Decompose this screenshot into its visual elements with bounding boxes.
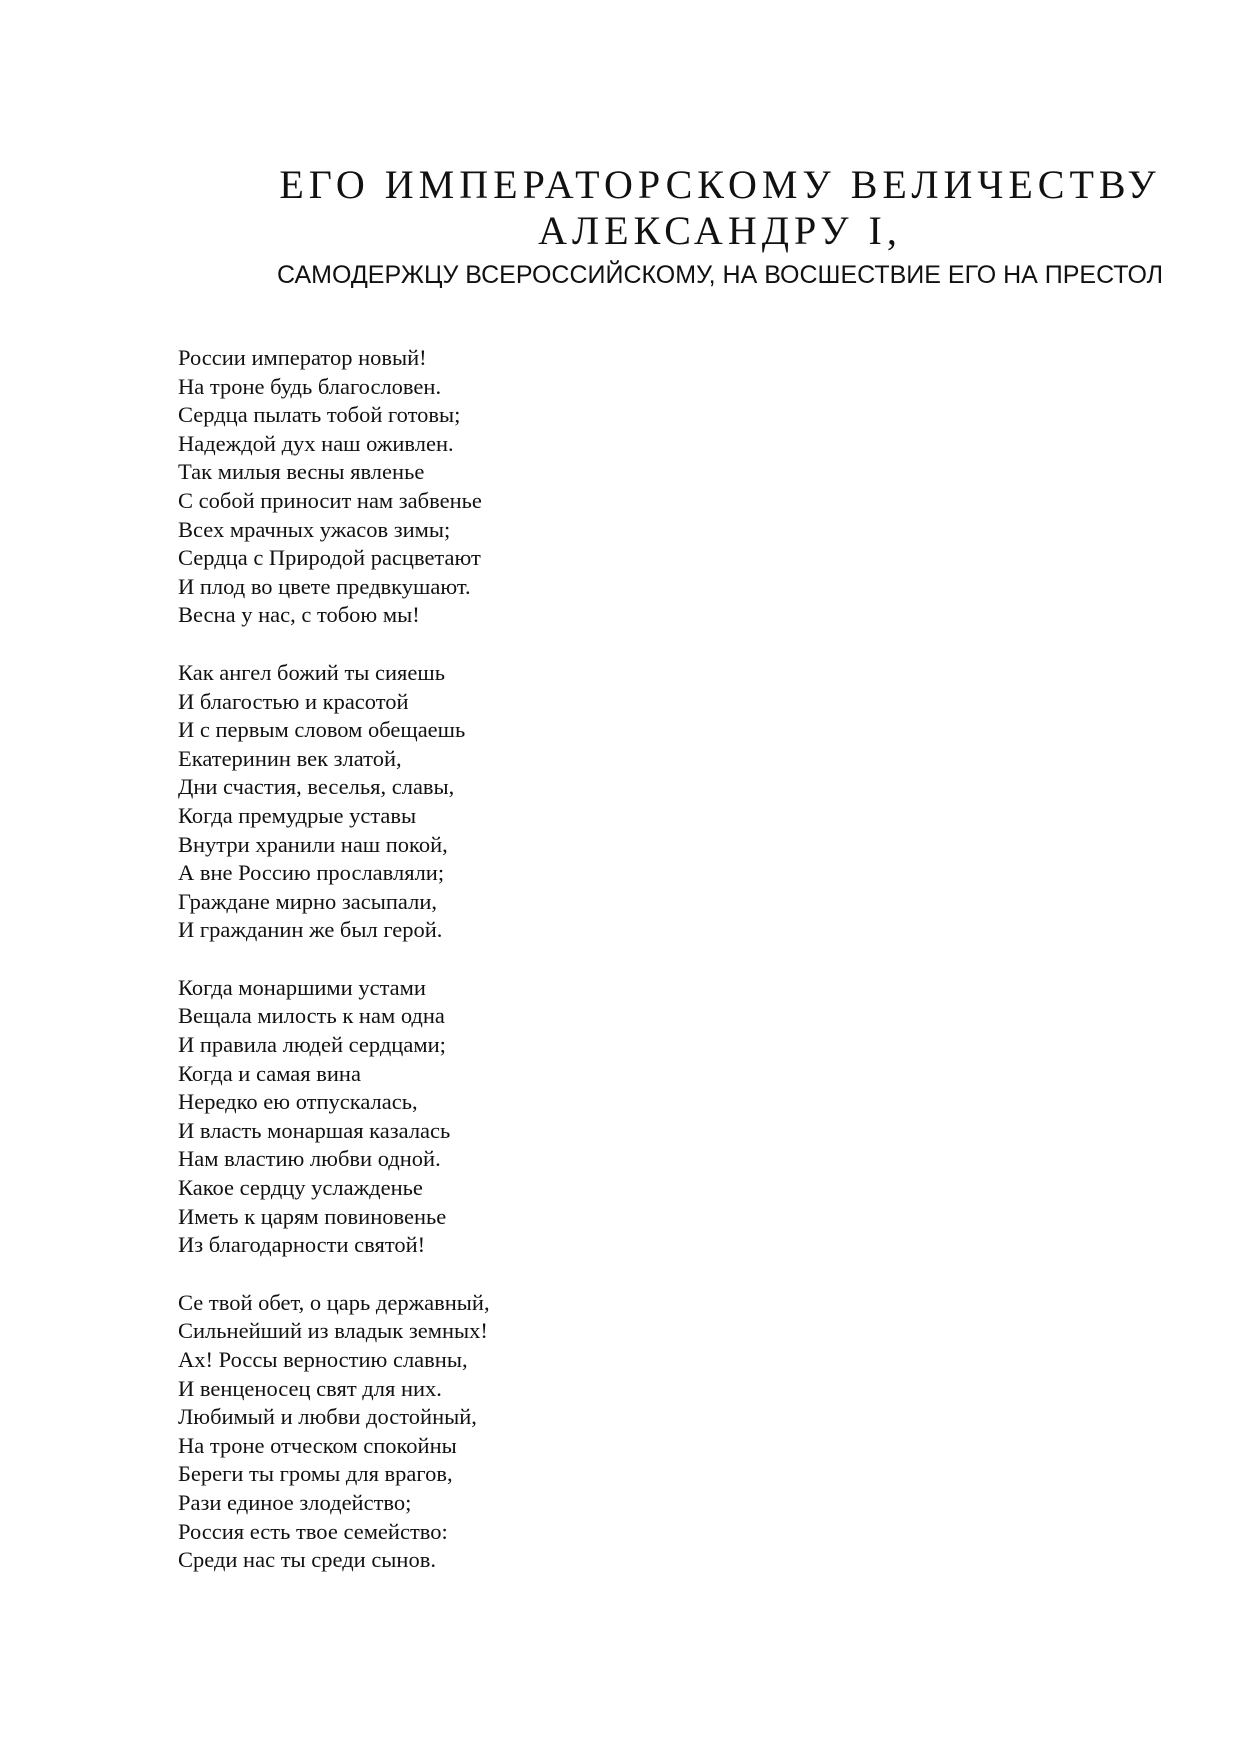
poem-line: Рази единое злодейство; [178, 1489, 412, 1515]
poem-line: И плод во цвете предвкушают. [178, 573, 471, 599]
poem-line: Всех мрачных ужасов зимы; [178, 516, 451, 542]
poem-line: Дни счастия, веселья, славы, [178, 774, 455, 800]
poem-line: И власть монаршая казалась [178, 1117, 451, 1143]
title-line-2: АЛЕКСАНДРУ I, [538, 208, 902, 253]
poem-body [178, 344, 1078, 1604]
poem-line: Когда и самая вина [178, 1060, 361, 1086]
poem-line: А вне Россию прославляли; [178, 860, 445, 886]
poem-line: Екатеринин век златой, [178, 745, 402, 771]
poem-line: Когда монаршими устами [178, 974, 426, 1000]
stanza-2 [178, 659, 1078, 945]
stanza-4 [178, 1289, 1078, 1575]
poem-line: России император новый! [178, 345, 427, 370]
poem-line: Нам властию любви одной. [178, 1146, 441, 1172]
poem-line: И венценосец свят для них. [178, 1375, 442, 1401]
subtitle: САМОДЕРЖЦУ ВСЕРОССИЙСКОМУ, НА ВОСШЕСТВИЕ ЕГО НА ПРЕСТОЛ [276, 261, 1164, 289]
poem-line: Сильнейший из владык земных! [178, 1318, 488, 1344]
poem-line: И гражданин же был герой. [178, 917, 443, 943]
title-line-1: ЕГО ИМПЕРАТОРСКОМУ ВЕЛИЧЕСТВУ [279, 162, 1161, 207]
poem-line: И с первым словом обещаешь [178, 717, 466, 743]
poem-line: С собой приносит нам забвенье [178, 487, 482, 513]
poem-line: И правила людей сердцами; [178, 1032, 446, 1058]
poem-line: Ах! Россы верностию славны, [178, 1347, 468, 1372]
poem-line: Из благодарности святой! [178, 1232, 426, 1258]
poem-line: Внутри хранили наш покой, [178, 831, 448, 857]
poem-line: И благостью и красотой [178, 688, 409, 714]
poem-line: Граждане мирно засыпали, [178, 888, 438, 914]
poem-line: Надеждой дух наш оживлен. [178, 430, 454, 456]
poem-line: Сердца с Природой расцветают [178, 545, 481, 571]
poem-line: Береги ты громы для врагов, [178, 1461, 453, 1487]
poem-line: Весна у нас, с тобою мы! [178, 602, 420, 628]
poem-line: Любимый и любви достойный, [178, 1404, 477, 1430]
poem-line: Россия есть твое семейство: [178, 1518, 448, 1544]
poem-line: Вещала милость к нам одна [178, 1003, 445, 1029]
poem-line: Нередко ею отпускалась, [178, 1089, 418, 1115]
poem-line: Се твой обет, о царь державный, [178, 1289, 490, 1315]
poem-line: Среди нас ты среди сынов. [178, 1547, 436, 1573]
poem-line: Так милыя весны явленье [178, 459, 425, 485]
poem-line: На троне отческом спокойны [178, 1432, 457, 1458]
stanza-3 [178, 974, 1078, 1260]
stanza-1 [178, 344, 1078, 630]
poem-line: Сердца пылать тобой готовы; [178, 402, 461, 428]
poem-line: На троне будь благословен. [178, 373, 442, 399]
title-block [120, 162, 1240, 290]
poem-line: Иметь к царям повиновенье [178, 1203, 447, 1229]
poem-line: Как ангел божий ты сияешь [178, 659, 445, 685]
poem-line: Какое сердцу услажденье [178, 1175, 423, 1201]
poem-line: Когда премудрые уставы [178, 802, 417, 828]
